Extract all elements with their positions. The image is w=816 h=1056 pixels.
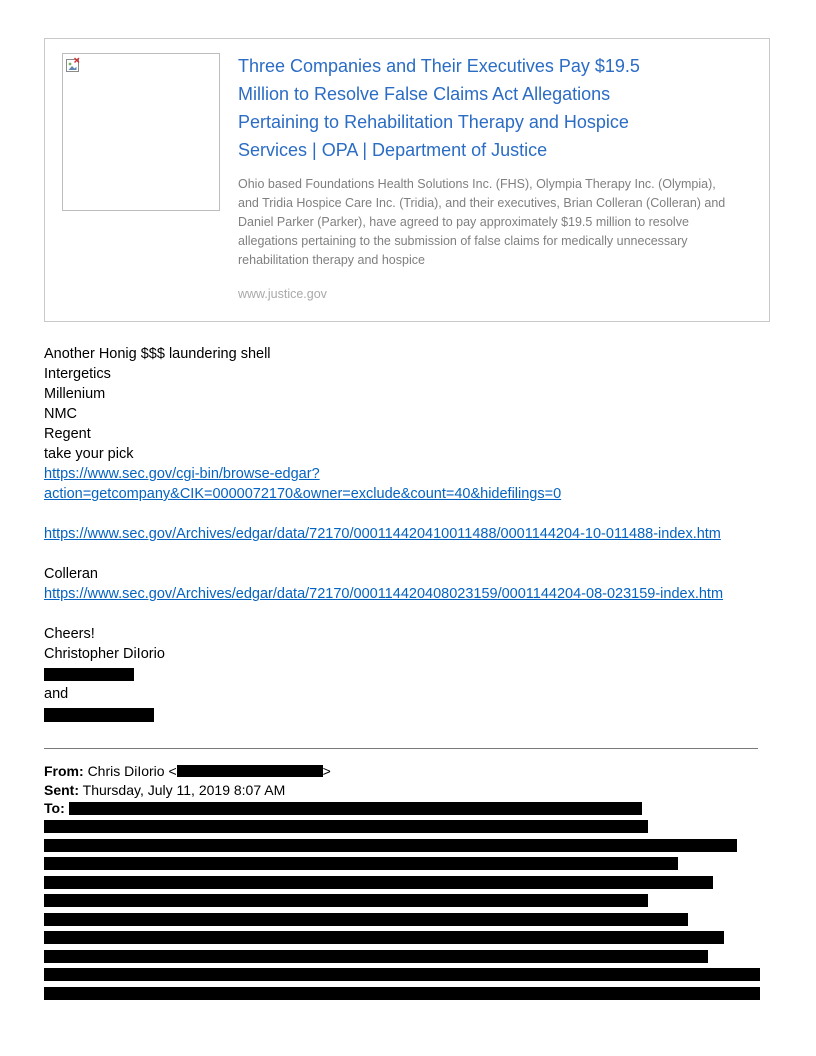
card-text-column — [238, 52, 738, 301]
from-label: From: — [44, 763, 84, 779]
redaction-bar — [44, 876, 713, 889]
redaction-bar — [69, 802, 642, 815]
redaction-bar — [44, 839, 737, 852]
redaction-bar — [44, 857, 678, 870]
redaction-bar — [44, 820, 648, 833]
quoted-email-header — [44, 762, 770, 1003]
signature-name: Christopher DiIorio — [44, 646, 165, 662]
broken-image-icon — [66, 57, 80, 73]
from-value: Chris DiIorio < — [87, 763, 177, 779]
blank-line — [44, 544, 770, 564]
link-preview-card — [44, 38, 770, 322]
redaction-row — [44, 966, 770, 985]
closing-line: Cheers! — [44, 626, 95, 642]
article-description: Ohio based Foundations Health Solutions Inc. (FHS), Olympia Therapy Inc. (Olympia), and Tridia Hospice Care Inc. (Tridia), and their executives, Brian Colleran (Colleran) and Daniel Parker (Parker), have agreed to pay approximately $19.5 million to resolve allegations pertaining to the submission of false claims for medically unnecessary rehabilitation therapy and hospice — [238, 177, 726, 267]
line-regent: Regent — [44, 426, 91, 442]
line-take-your-pick: take your pick — [44, 446, 134, 462]
sec-edgar-browse-link-line2: action=getcompany&CIK=0000072170&owner=exclude&count=40&hidefilings=0 — [44, 486, 562, 502]
line-nmc: NMC — [44, 406, 78, 422]
redaction-bar — [44, 668, 134, 681]
redaction-bar — [44, 987, 760, 1000]
to-label: To: — [44, 800, 65, 816]
redaction-bar — [44, 931, 724, 944]
sec-filing-2008-link[interactable]: https://www.sec.gov/Archives/edgar/data/72170/000114420408023159/0001144204-08-023159-index.htm — [44, 586, 724, 602]
redaction-row — [44, 836, 770, 855]
redaction-bar — [44, 913, 688, 926]
redaction-row — [44, 873, 770, 892]
article-title-link[interactable]: Three Companies and Their Executives Pay $19.5 Million to Resolve False Claims Act Allegations Pertaining to Rehabilitation Therapy and Hospice Services | OPA | Department of Justice — [238, 56, 640, 160]
redaction-row — [44, 855, 770, 874]
line-intergetics: Intergetics — [44, 366, 111, 382]
redaction-bar — [44, 968, 760, 981]
to-row — [44, 799, 770, 818]
redaction-row — [44, 910, 770, 929]
sec-edgar-browse-link[interactable] — [44, 464, 770, 504]
from-close-bracket: > — [322, 763, 331, 779]
line-millenium: Millenium — [44, 386, 106, 402]
redaction-row — [44, 984, 770, 1003]
blank-line — [44, 604, 770, 624]
redaction-row — [44, 818, 770, 837]
and-label: and — [44, 686, 69, 702]
redaction-row — [44, 929, 770, 948]
colleran-label: Colleran — [44, 566, 98, 582]
redaction-bar — [177, 765, 323, 777]
redaction-bar — [44, 894, 648, 907]
message-divider — [44, 748, 758, 749]
sec-filing-2010-link[interactable]: https://www.sec.gov/Archives/edgar/data/72170/000114420410011488/0001144204-10-011488-index.htm — [44, 526, 721, 542]
sent-label: Sent: — [44, 781, 79, 798]
line-honig-shell: Another Honig $$$ laundering shell — [44, 346, 271, 362]
sent-row — [44, 781, 770, 800]
redaction-bar — [44, 950, 708, 963]
redaction-bar — [44, 708, 154, 722]
sec-edgar-browse-link-line1: https://www.sec.gov/cgi-bin/browse-edgar? — [44, 466, 320, 482]
message-body — [44, 344, 770, 722]
blank-line — [44, 504, 770, 524]
article-thumbnail — [62, 53, 220, 211]
redaction-row — [44, 892, 770, 911]
sent-value: Thursday, July 11, 2019 8:07 AM — [82, 781, 286, 798]
article-source-url: www.justice.gov — [238, 287, 327, 301]
from-row — [44, 762, 770, 781]
redaction-row — [44, 947, 770, 966]
